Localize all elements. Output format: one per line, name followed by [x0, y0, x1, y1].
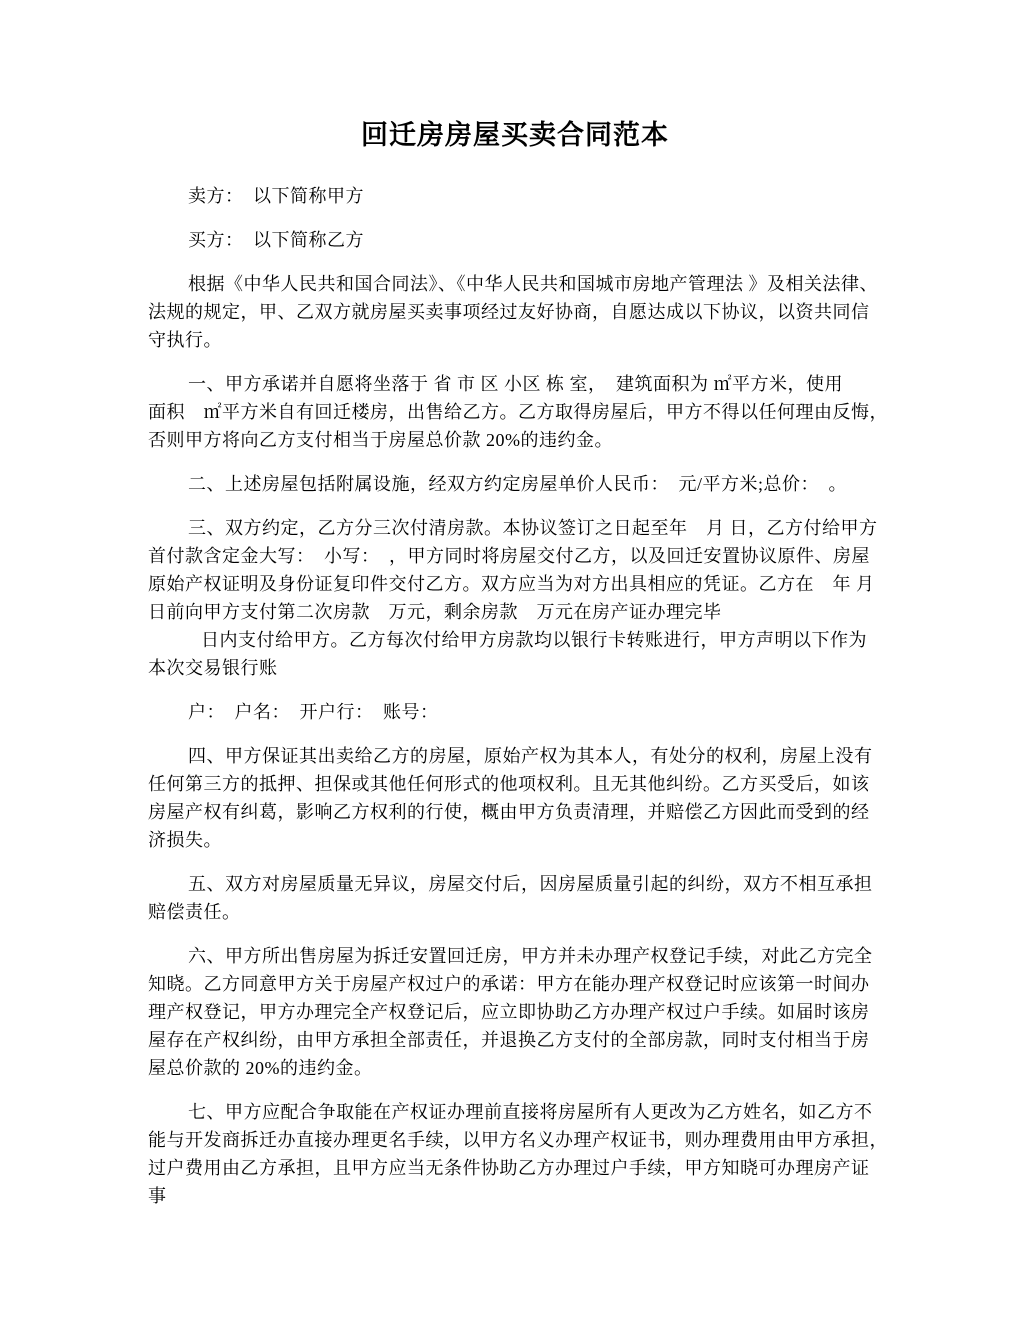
document-line: 事: [148, 1186, 167, 1206]
document-line: 房屋产权有纠葛，影响乙方权利的行使，概由甲方负责清理，并赔偿乙方因此而受到的经: [148, 802, 870, 822]
document-line: 过户费用由乙方承担，且甲方应当无条件协助乙方办理过户手续，甲方知晓可办理房产证: [148, 1158, 870, 1178]
paragraph-clause-5: [148, 870, 882, 926]
paragraph-clause-6: [148, 942, 882, 1082]
document-line: 一、甲方承诺并自愿将坐落于 省 市 区 小区 栋 室， 建筑面积为 ㎡平方米，使用: [188, 374, 843, 394]
paragraph-preamble: [148, 270, 882, 354]
document-body: [148, 182, 888, 1210]
document-line: 赔偿责任。: [148, 902, 241, 922]
document-line: 知晓。乙方同意甲方关于房屋产权过户的承诺：甲方在能办理产权登记时应该第一时间办: [148, 974, 870, 994]
paragraph-clause-1: [148, 370, 888, 454]
paragraph-seller-line: [148, 182, 882, 210]
document-line: 根据《中华人民共和国合同法》、《中华人民共和国城市房地产管理法 》及相关法律、: [188, 274, 878, 294]
document-title: 回迁房房屋买卖合同范本: [361, 120, 669, 150]
document-line: 二、上述房屋包括附属设施，经双方约定房屋单价人民币： 元/平方米;总价： 。: [188, 474, 847, 494]
document-line: 户： 户名： 开户行： 账号：: [188, 702, 439, 722]
paragraph-clause-3: [148, 514, 882, 682]
document-line: 卖方： 以下简称甲方: [188, 186, 364, 206]
document-line: 济损失。: [148, 830, 222, 850]
paragraph-account-line: [148, 698, 882, 726]
document-line: 屋存在产权纠纷，由甲方承担全部责任，并退换乙方支付的全部房款，同时支付相当于房: [148, 1030, 870, 1050]
document-line: 理产权登记，甲方办理完全产权登记后，应立即协助乙方办理产权过户手续。如届时该房: [148, 1002, 870, 1022]
document-line: 面积 ㎡平方米自有回迁楼房，出售给乙方。乙方取得房屋后，甲方不得以任何理由反悔，: [148, 402, 888, 422]
document-line: 五、双方对房屋质量无异议，房屋交付后，因房屋质量引起的纠纷，双方不相互承担: [188, 874, 873, 894]
paragraph-clause-7: [148, 1098, 888, 1210]
document-line: 任何第三方的抵押、担保或其他任何形式的他项权利。且无其他纠纷。乙方买受后，如该: [148, 774, 870, 794]
document-line: 日前向甲方支付第二次房款 万元，剩余房款 万元在房产证办理完毕: [148, 602, 722, 622]
paragraph-clause-4: [148, 742, 882, 854]
document-line: 法规的规定，甲、乙双方就房屋买卖事项经过友好协商，自愿达成以下协议，以资共同信: [148, 302, 870, 322]
document-line: 六、甲方所出售房屋为拆迁安置回迁房，甲方并未办理产权登记手续，对此乙方完全: [188, 946, 873, 966]
document-line: 首付款含定金大写： 小写： ，甲方同时将房屋交付乙方，以及回迁安置协议原件、房屋: [148, 546, 870, 566]
document-line: 买方： 以下简称乙方: [188, 230, 364, 250]
document-line: 屋总价款的 20%的违约金。: [148, 1058, 373, 1078]
document-line: 七、甲方应配合争取能在产权证办理前直接将房屋所有人更改为乙方姓名，如乙方不: [188, 1102, 873, 1122]
document-line: 三、双方约定，乙方分三次付清房款。本协议签订之日起至年 月 日，乙方付给甲方: [188, 518, 878, 538]
paragraph-clause-2: [148, 470, 882, 498]
document-line: 原始产权证明及身份证复印件交付乙方。双方应当为对方出具相应的凭证。乙方在 年 月: [148, 574, 875, 594]
paragraph-buyer-line: [148, 226, 882, 254]
document-line: 守执行。: [148, 330, 222, 350]
document-line: 否则甲方将向乙方支付相当于房屋总价款 20%的违约金。: [148, 430, 613, 450]
document-line: 四、甲方保证其出卖给乙方的房屋，原始产权为其本人，有处分的权利，房屋上没有: [188, 746, 873, 766]
document-line: 日内支付给甲方。乙方每次付给甲方房款均以银行卡转账进行，甲方声明以下作为: [201, 630, 867, 650]
document-line: 本次交易银行账: [148, 658, 278, 678]
document-line: 能与开发商拆迁办直接办理更名手续，以甲方名义办理产权证书，则办理费用由甲方承担，: [148, 1130, 888, 1150]
